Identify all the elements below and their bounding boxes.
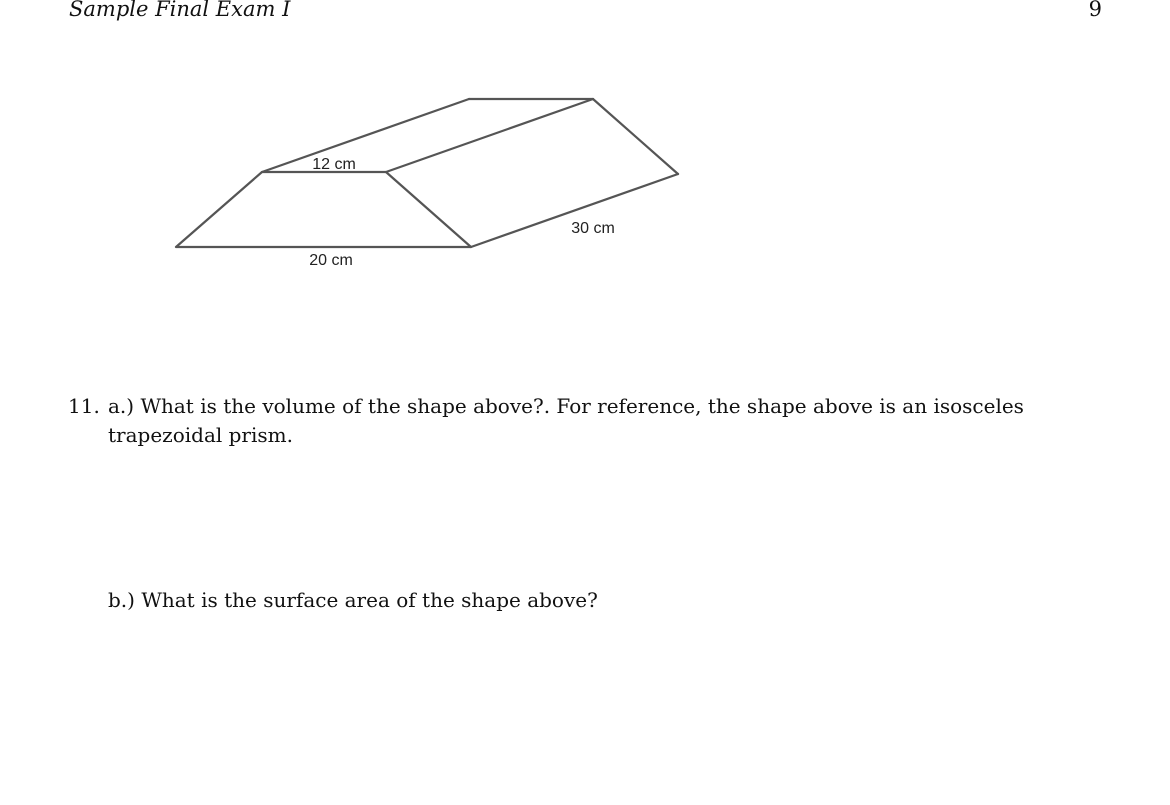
label-bottom-base: 20 cm [309, 252, 353, 269]
front-trapezoid-face [176, 172, 471, 247]
label-length: 30 cm [571, 220, 615, 237]
question-number: 11. [68, 394, 100, 418]
edge-top-right [386, 99, 593, 172]
edge-top-left [262, 99, 469, 172]
edge-back-slant [593, 99, 678, 174]
exam-title: Sample Final Exam I [69, 0, 291, 21]
label-top-base: 12 cm [312, 156, 356, 173]
question-part-a: a.) What is the volume of the shape above?. For reference, the shape above is an isosceles trapezoidal prism. [108, 394, 1024, 447]
trapezoidal-prism-diagram [0, 0, 1170, 300]
question-part-b: b.) What is the surface area of the shape above? [108, 588, 598, 612]
page-number: 9 [1088, 0, 1102, 21]
question-11 [68, 392, 1108, 450]
